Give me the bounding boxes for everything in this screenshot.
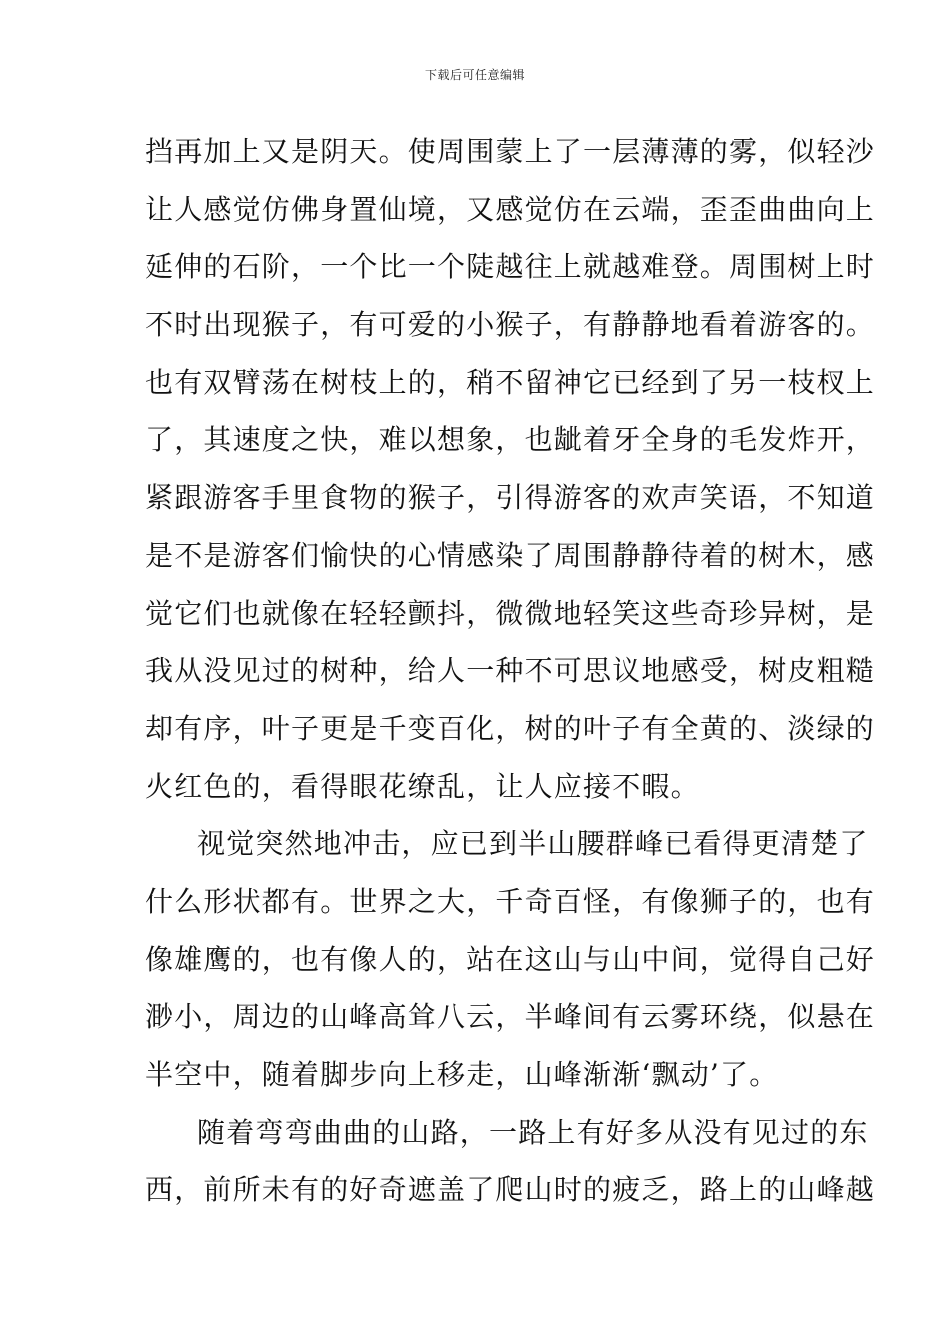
text-line: 觉它们也就像在轻轻颤抖，微微地轻笑这些奇珍异树，是 <box>145 596 876 630</box>
text-line: 不时出现猴子，有可爱的小猴子，有静静地看着游客的。 <box>145 308 876 342</box>
paragraph-first-line: 视觉突然地冲击，应已到半山腰群峰已看得更清楚了 <box>197 827 869 861</box>
text-line: 也有双臂荡在树枝上的，稍不留神它已经到了另一枝杈上 <box>145 365 876 399</box>
text-line: 挡再加上又是阴天。使周围蒙上了一层薄薄的雾，似轻沙 <box>145 135 876 168</box>
page-header: 下载后可任意编辑 <box>424 68 525 82</box>
text-line: 我从没见过的树种，给人一种不可思议地感受，树皮粗糙 <box>145 654 876 688</box>
text-line: 紧跟游客手里食物的猴子，引得游客的欢声笑语，不知道 <box>145 481 876 515</box>
text-line: 是不是游客们愉快的心情感染了周围静静待着的树木，感 <box>145 538 876 572</box>
text-line: 半空中，随着脚步向上移走，山峰渐渐‘飘动’了。 <box>145 1058 779 1091</box>
text-line: 像雄鹰的，也有像人的，站在这山与山中间，觉得自己好 <box>145 942 876 976</box>
text-line: 延伸的石阶，一个比一个陡越往上就越难登。周围树上时 <box>145 250 876 284</box>
text-line: 什么形状都有。世界之大，千奇百怪，有像狮子的，也有 <box>145 884 876 918</box>
text-line: 火红色的，看得眼花缭乱，让人应接不暇。 <box>145 769 700 803</box>
text-line: 渺小，周边的山峰高耸八云，半峰间有云雾环绕，似悬在 <box>145 1000 876 1034</box>
text-line: 西，前所未有的好奇遮盖了爬山时的疲乏，路上的山峰越 <box>145 1173 876 1207</box>
document-body <box>145 128 876 1224</box>
text-line: 了，其速度之快，难以想象，也龇着牙全身的毛发炸开， <box>145 423 876 457</box>
text-line: 却有序，叶子更是千变百化，树的叶子有全黄的、淡绿的 <box>145 711 876 745</box>
text-line: 让人感觉仿佛身置仙境，又感觉仿在云端，歪歪曲曲向上 <box>145 192 876 226</box>
paragraph-first-line: 随着弯弯曲曲的山路，一路上有好多从没有见过的东 <box>197 1115 869 1149</box>
